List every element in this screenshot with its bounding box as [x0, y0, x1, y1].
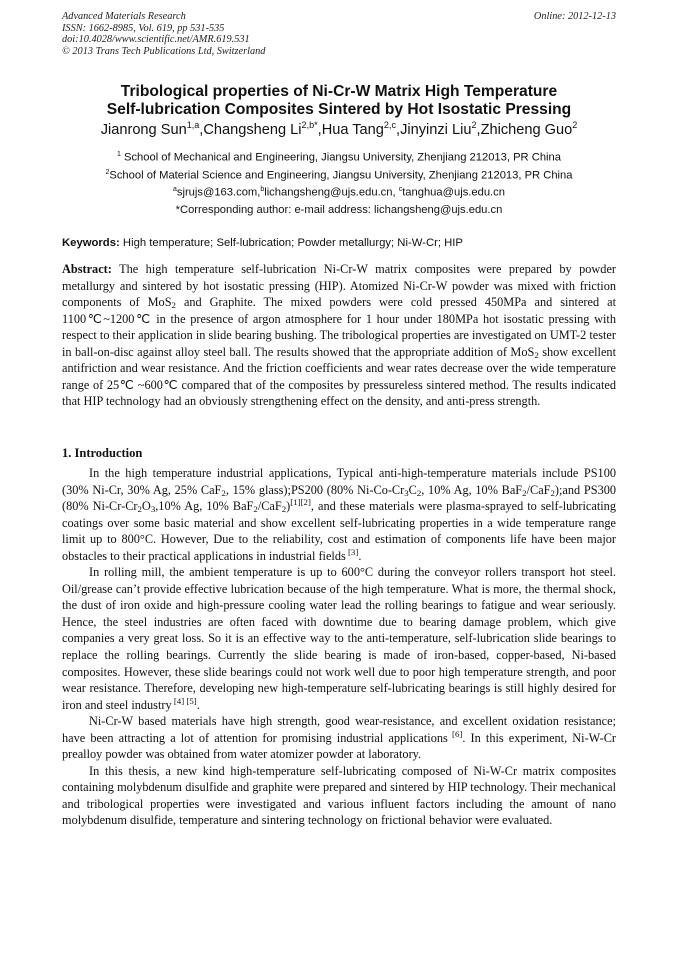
journal-issn: ISSN: 1662-8985, Vol. 619, pp 531-535: [62, 22, 225, 34]
keywords-label: Keywords:: [62, 237, 120, 249]
paragraph: In rolling mill, the ambient temperature is up to 600°C during the conveyor rollers transport hot steel. Oil/grease can’t provide effective lubrication because of the high temperature. What is more, the thermal shock, the dust of iron oxide and high-pressure cooling water lead the rolling bearings to fatigue and wear seriously. Hence, the steel industries are often faced with downtime due to bearing damage problem, which give companies a very great loss. So it is an effective way to the anti-temperature, self-lubrication slide bearings to replace the rolling bearings. Currently the slide bearing is made of iron-based, copper-based, Ni-based composites. However, these slide bearings could not work well due to poor high temperature strength, and poor wear resistance. Therefore, developing new high-temperature self-lubricating bearings is still highly desired for iron and steel industry [4] [5].: [62, 565, 616, 712]
journal-doi: doi:10.4028/www.scientific.net/AMR.619.531: [62, 34, 250, 46]
paper-title-line-2: Self-lubrication Composites Sintered by Hot Isostatic Pressing: [106, 101, 572, 118]
online-date: Online: 2012-12-13: [533, 11, 616, 22]
journal-info: [62, 11, 616, 57]
author-emails: $^a$sjrujs@163.com,$^b$lichangsheng@ujs.edu.cn, $^c$tanghua@ujs.edu.cn: [173, 186, 505, 199]
author: Jianrong Sun$^{1,a}$,: [100, 120, 204, 138]
journal-header: [62, 11, 616, 57]
keywords: [62, 237, 616, 249]
keywords-text: High temperature; Self-lubrication; Powder metallurgy; Ni-W-Cr; HIP: [122, 237, 463, 249]
paragraph: In this thesis, a new kind high-temperature self-lubricating composed of Ni-W-Cr matrix composites containing molybdenum disulfide and graphite were prepared and sintered by HIP technology. Their mechanical and tribological properties were investigated and various influent factors including the amount of nano molybdenum disulfide, temperature and sintering technology on frictional behavior were evaluated.: [62, 763, 616, 828]
paragraph: Ni-Cr-W based materials have high strength, good wear-resistance, and excellent oxidation resistance; have been attracting a lot of attention for promising industrial applications [6]. In this experiment, Ni-W-Cr prealloy powder was obtained from water atomizer powder at laboratory.: [62, 714, 616, 762]
affiliation-1: $^1$ School of Mechanical and Engineering, Jiangsu University, Zhenjiang 212013, PR China: [117, 151, 561, 164]
paragraph: In the high temperature industrial applications, Typical anti-high-temperature materials include PS100 (30% Ni-Cr, 30% Ag, 25% CaF$_2$, 15% glass);PS200 (80% $Ni-Co-Cr_3C_2$, 10% Ag, 10% BaF$_2$/CaF$_2$);and PS300 (80% $Ni-Cr-Cr_2O_3,10\%$ Ag, 10% BaF$_2$/CaF$_2$)[1][2], and these materials were plasma-sprayed to self-lubricating coatings over some basic material and show excellent self-lubricating properties in a wide temperature range limit up to 800°C. However, Due to the reliability, cost and estimation of components life have been major obstacles to their practical applications in industrial fields [3].: [62, 466, 617, 563]
author: Changsheng $Li^{2,b*}$,: [203, 120, 322, 138]
paper-title-line-1: Tribological properties of Ni-Cr-W Matrix High Temperature: [120, 83, 558, 100]
author: Zhicheng Guo$^2$: [480, 120, 578, 138]
corresponding-author: *Corresponding author: e-mail address: lichangsheng@ujs.edu.cn: [175, 204, 503, 216]
journal-copyright: © 2013 Trans Tech Publications Ltd, Switzerland: [62, 45, 266, 57]
author-list: [30, 120, 648, 138]
affiliation-2: $^2$School of Material Science and Engineering, Jiangsu University, Zhenjiang 212013, PR China: [105, 169, 573, 182]
author: Jinyinzi Liu$^2$,: [400, 120, 481, 138]
section-heading-introduction: 1. Introduction: [62, 446, 143, 460]
author: Hua Tang$^{2,c}$,: [321, 120, 401, 138]
abstract-label: Abstract:: [62, 262, 112, 276]
abstract: [62, 261, 616, 410]
introduction-body: [62, 465, 616, 829]
journal-name: Advanced Materials Research: [62, 11, 186, 22]
abstract-text: The high temperature self-lubrication Ni-Cr-W matrix composites were prepared by powder metallurgy and sintered by hot isostatic pressing (HIP). Atomized Ni-Cr-W powder was mixed with friction components of MoS$_2$ and Graphite. The mixed powders were cold pressed 450MPa and sintered at 1100℃~1200℃ in the presence of argon atmosphere for 1 hour under 180MPa hot isostatic pressing with respect to their application in slide bearing bushing. The tribological properties are investigated on UMT-2 tester in ball-on-disc against alloy steel ball. The results showed that the appropriate addition of MoS$_2$ show excellent antifriction and wear resistance. And the friction coefficients and wear rates decrease over the wide temperature range of 25℃ ~600℃ compared that of the composites by pressureless sintered method. The results indicated that HIP technology had an obviously strengthening effect on the density, and anti-press strength.: [62, 262, 616, 409]
